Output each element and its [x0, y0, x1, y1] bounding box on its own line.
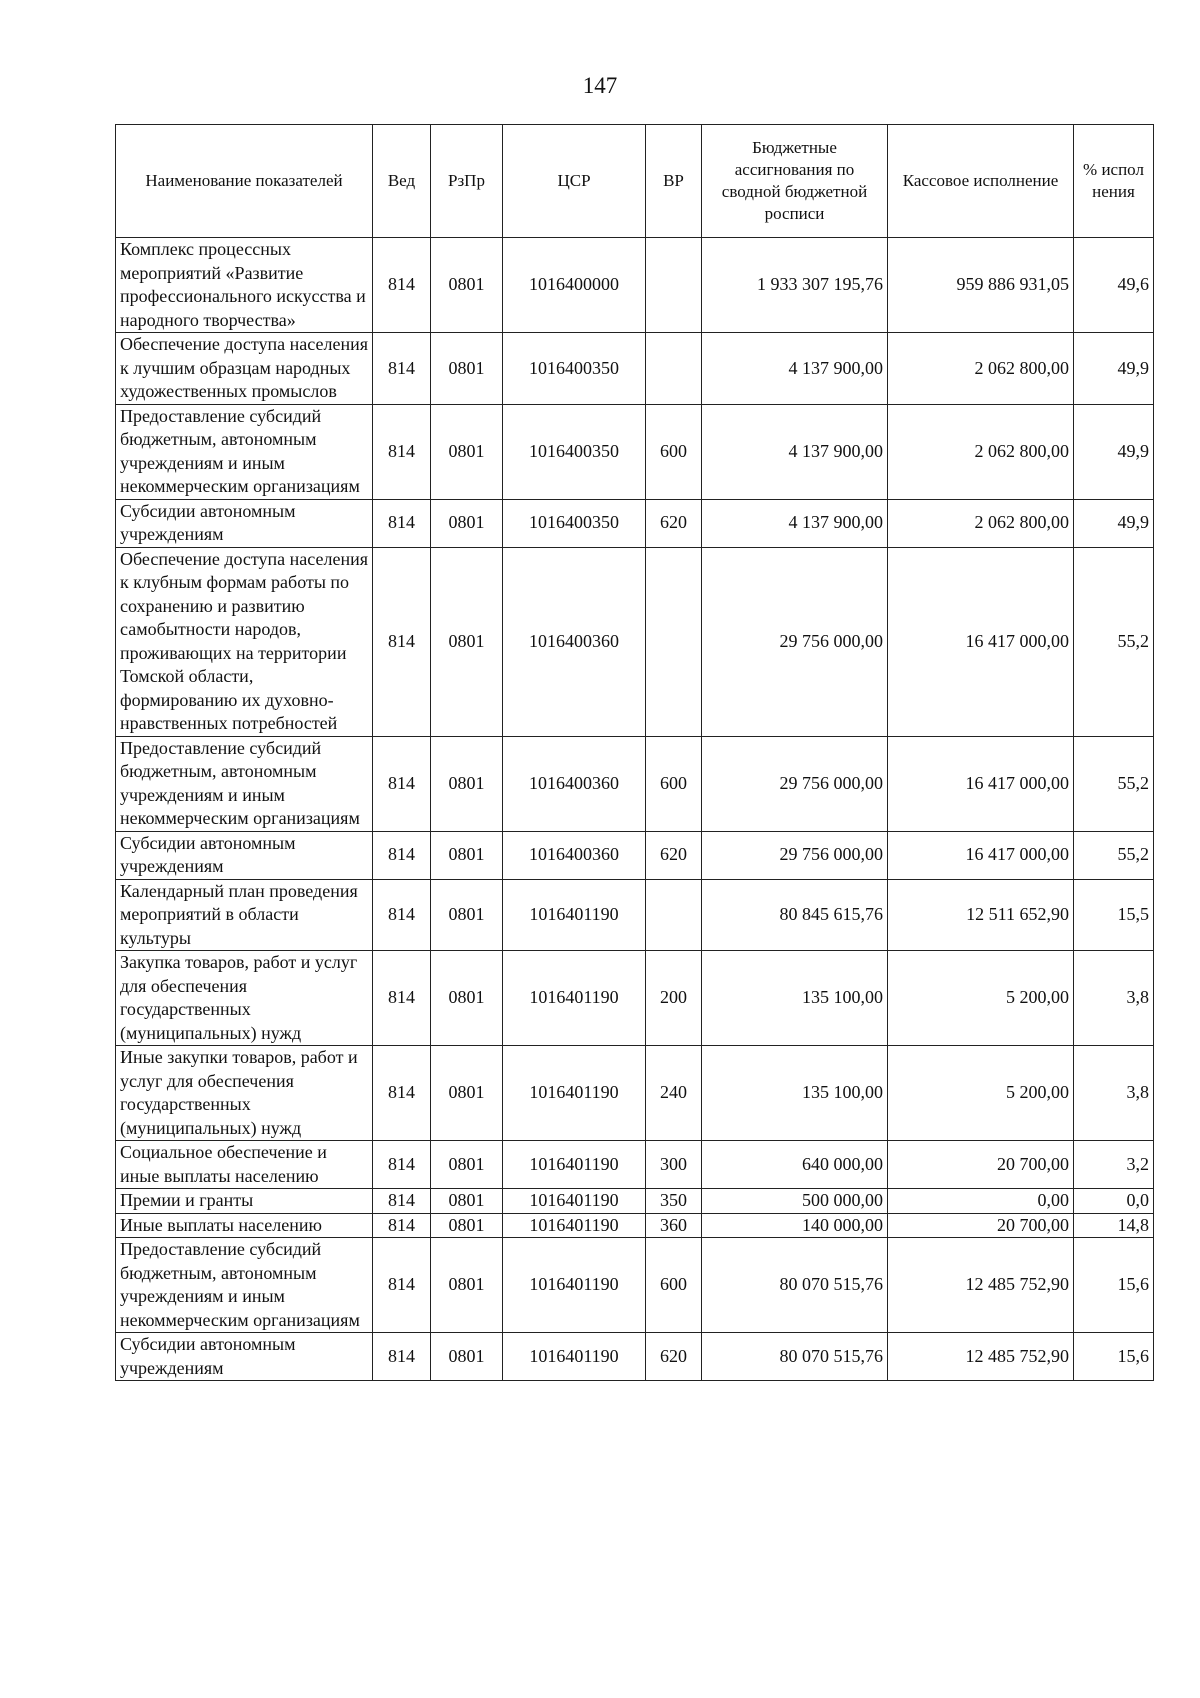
header-vr: ВР — [646, 125, 702, 238]
row-execution: 16 417 000,00 — [888, 547, 1074, 736]
row-execution: 12 511 652,90 — [888, 879, 1074, 951]
table-row — [116, 1238, 1154, 1333]
row-rzpr: 0801 — [431, 238, 503, 333]
table-row — [116, 879, 1154, 951]
row-execution: 2 062 800,00 — [888, 499, 1074, 547]
row-name: Предоставление субсидий бюджетным, автономным учреждениям и иным некоммерческим организациям — [116, 736, 373, 831]
row-assignments: 640 000,00 — [702, 1141, 888, 1189]
row-percent: 15,6 — [1074, 1238, 1154, 1333]
row-vr: 600 — [646, 1238, 702, 1333]
row-csr: 1016401190 — [503, 1046, 646, 1141]
row-percent: 3,8 — [1074, 951, 1154, 1046]
row-name: Иные закупки товаров, работ и услуг для обеспечения государственных (муниципальных) нужд — [116, 1046, 373, 1141]
row-csr: 1016401190 — [503, 1189, 646, 1214]
row-execution: 5 200,00 — [888, 951, 1074, 1046]
row-execution: 12 485 752,90 — [888, 1238, 1074, 1333]
header-execution: Кассовое исполнение — [888, 125, 1074, 238]
row-ved: 814 — [373, 1046, 431, 1141]
row-percent: 55,2 — [1074, 736, 1154, 831]
row-ved: 814 — [373, 1141, 431, 1189]
row-name: Субсидии автономным учреждениям — [116, 499, 373, 547]
row-csr: 1016400350 — [503, 499, 646, 547]
row-rzpr: 0801 — [431, 831, 503, 879]
header-percent: % испол нения — [1074, 125, 1154, 238]
header-ved: Вед — [373, 125, 431, 238]
table-row — [116, 333, 1154, 405]
row-vr: 350 — [646, 1189, 702, 1214]
row-percent: 49,9 — [1074, 404, 1154, 499]
row-assignments: 140 000,00 — [702, 1213, 888, 1238]
row-execution: 12 485 752,90 — [888, 1333, 1074, 1381]
row-vr: 360 — [646, 1213, 702, 1238]
row-execution: 2 062 800,00 — [888, 333, 1074, 405]
row-assignments: 80 845 615,76 — [702, 879, 888, 951]
row-rzpr: 0801 — [431, 736, 503, 831]
row-csr: 1016400350 — [503, 333, 646, 405]
table-header-row — [116, 125, 1154, 238]
table-row — [116, 1213, 1154, 1238]
row-percent: 15,6 — [1074, 1333, 1154, 1381]
page-number: 147 — [582, 73, 618, 98]
row-vr: 620 — [646, 831, 702, 879]
row-ved: 814 — [373, 831, 431, 879]
row-vr: 620 — [646, 1333, 702, 1381]
row-percent: 15,5 — [1074, 879, 1154, 951]
row-csr: 1016400000 — [503, 238, 646, 333]
table-row — [116, 831, 1154, 879]
row-vr: 200 — [646, 951, 702, 1046]
row-ved: 814 — [373, 1213, 431, 1238]
row-csr: 1016400360 — [503, 831, 646, 879]
row-execution: 959 886 931,05 — [888, 238, 1074, 333]
row-csr: 1016400350 — [503, 404, 646, 499]
row-name: Предоставление субсидий бюджетным, автономным учреждениям и иным некоммерческим организациям — [116, 404, 373, 499]
row-name: Субсидии автономным учреждениям — [116, 831, 373, 879]
row-assignments: 500 000,00 — [702, 1189, 888, 1214]
row-name: Обеспечение доступа населения к клубным формам работы по сохранению и развитию самобытности народов, проживающих на территории Томской области, формированию их духовно-нравственных потребностей — [116, 547, 373, 736]
row-rzpr: 0801 — [431, 1046, 503, 1141]
row-percent: 55,2 — [1074, 547, 1154, 736]
row-ved: 814 — [373, 879, 431, 951]
row-rzpr: 0801 — [431, 1141, 503, 1189]
row-vr: 600 — [646, 736, 702, 831]
row-assignments: 4 137 900,00 — [702, 333, 888, 405]
table-row — [116, 499, 1154, 547]
row-assignments: 80 070 515,76 — [702, 1238, 888, 1333]
row-percent: 3,2 — [1074, 1141, 1154, 1189]
table-row — [116, 1189, 1154, 1214]
row-execution: 20 700,00 — [888, 1213, 1074, 1238]
row-percent: 49,9 — [1074, 499, 1154, 547]
row-ved: 814 — [373, 951, 431, 1046]
row-vr: 300 — [646, 1141, 702, 1189]
row-percent: 49,6 — [1074, 238, 1154, 333]
table-row — [116, 404, 1154, 499]
row-vr: 620 — [646, 499, 702, 547]
row-ved: 814 — [373, 404, 431, 499]
header-name: Наименование показателей — [116, 125, 373, 238]
row-name: Иные выплаты населению — [116, 1213, 373, 1238]
row-name: Обеспечение доступа населения к лучшим образцам народных художественных промыслов — [116, 333, 373, 405]
row-rzpr: 0801 — [431, 547, 503, 736]
row-percent: 3,8 — [1074, 1046, 1154, 1141]
row-ved: 814 — [373, 333, 431, 405]
row-csr: 1016401190 — [503, 1238, 646, 1333]
row-vr — [646, 238, 702, 333]
row-csr: 1016400360 — [503, 547, 646, 736]
row-execution: 16 417 000,00 — [888, 831, 1074, 879]
row-ved: 814 — [373, 1238, 431, 1333]
row-rzpr: 0801 — [431, 499, 503, 547]
row-name: Субсидии автономным учреждениям — [116, 1333, 373, 1381]
row-percent: 14,8 — [1074, 1213, 1154, 1238]
row-rzpr: 0801 — [431, 1333, 503, 1381]
header-csr: ЦСР — [503, 125, 646, 238]
row-execution: 16 417 000,00 — [888, 736, 1074, 831]
row-ved: 814 — [373, 547, 431, 736]
row-rzpr: 0801 — [431, 1189, 503, 1214]
row-rzpr: 0801 — [431, 1238, 503, 1333]
row-name: Премии и гранты — [116, 1189, 373, 1214]
row-ved: 814 — [373, 238, 431, 333]
table-row — [116, 1333, 1154, 1381]
row-assignments: 29 756 000,00 — [702, 831, 888, 879]
row-percent: 0,0 — [1074, 1189, 1154, 1214]
row-name: Календарный план проведения мероприятий в области культуры — [116, 879, 373, 951]
row-ved: 814 — [373, 1333, 431, 1381]
row-vr: 600 — [646, 404, 702, 499]
table-row — [116, 1141, 1154, 1189]
header-assignments: Бюджетные ассигнования по сводной бюджетной росписи — [702, 125, 888, 238]
row-assignments: 29 756 000,00 — [702, 736, 888, 831]
row-percent: 55,2 — [1074, 831, 1154, 879]
budget-execution-table — [115, 124, 1154, 1381]
row-csr: 1016401190 — [503, 879, 646, 951]
row-rzpr: 0801 — [431, 951, 503, 1046]
table-row — [116, 951, 1154, 1046]
row-vr — [646, 333, 702, 405]
row-name: Комплекс процессных мероприятий «Развитие профессионального искусства и народного творчества» — [116, 238, 373, 333]
header-rzpr: РзПр — [431, 125, 503, 238]
row-assignments: 4 137 900,00 — [702, 404, 888, 499]
row-csr: 1016400360 — [503, 736, 646, 831]
row-execution: 0,00 — [888, 1189, 1074, 1214]
row-execution: 5 200,00 — [888, 1046, 1074, 1141]
row-ved: 814 — [373, 499, 431, 547]
row-percent: 49,9 — [1074, 333, 1154, 405]
row-rzpr: 0801 — [431, 1213, 503, 1238]
row-assignments: 135 100,00 — [702, 951, 888, 1046]
row-csr: 1016401190 — [503, 1141, 646, 1189]
row-vr — [646, 547, 702, 736]
row-assignments: 29 756 000,00 — [702, 547, 888, 736]
row-rzpr: 0801 — [431, 333, 503, 405]
row-ved: 814 — [373, 1189, 431, 1214]
row-name: Социальное обеспечение и иные выплаты населению — [116, 1141, 373, 1189]
row-csr: 1016401190 — [503, 1213, 646, 1238]
row-assignments: 1 933 307 195,76 — [702, 238, 888, 333]
row-assignments: 4 137 900,00 — [702, 499, 888, 547]
row-execution: 20 700,00 — [888, 1141, 1074, 1189]
row-vr: 240 — [646, 1046, 702, 1141]
row-rzpr: 0801 — [431, 879, 503, 951]
table-row — [116, 736, 1154, 831]
table-row — [116, 238, 1154, 333]
row-vr — [646, 879, 702, 951]
row-assignments: 135 100,00 — [702, 1046, 888, 1141]
row-rzpr: 0801 — [431, 404, 503, 499]
row-name: Предоставление субсидий бюджетным, автономным учреждениям и иным некоммерческим организациям — [116, 1238, 373, 1333]
row-csr: 1016401190 — [503, 951, 646, 1046]
row-assignments: 80 070 515,76 — [702, 1333, 888, 1381]
table-row — [116, 547, 1154, 736]
row-name: Закупка товаров, работ и услуг для обеспечения государственных (муниципальных) нужд — [116, 951, 373, 1046]
row-execution: 2 062 800,00 — [888, 404, 1074, 499]
row-csr: 1016401190 — [503, 1333, 646, 1381]
table-row — [116, 1046, 1154, 1141]
row-ved: 814 — [373, 736, 431, 831]
